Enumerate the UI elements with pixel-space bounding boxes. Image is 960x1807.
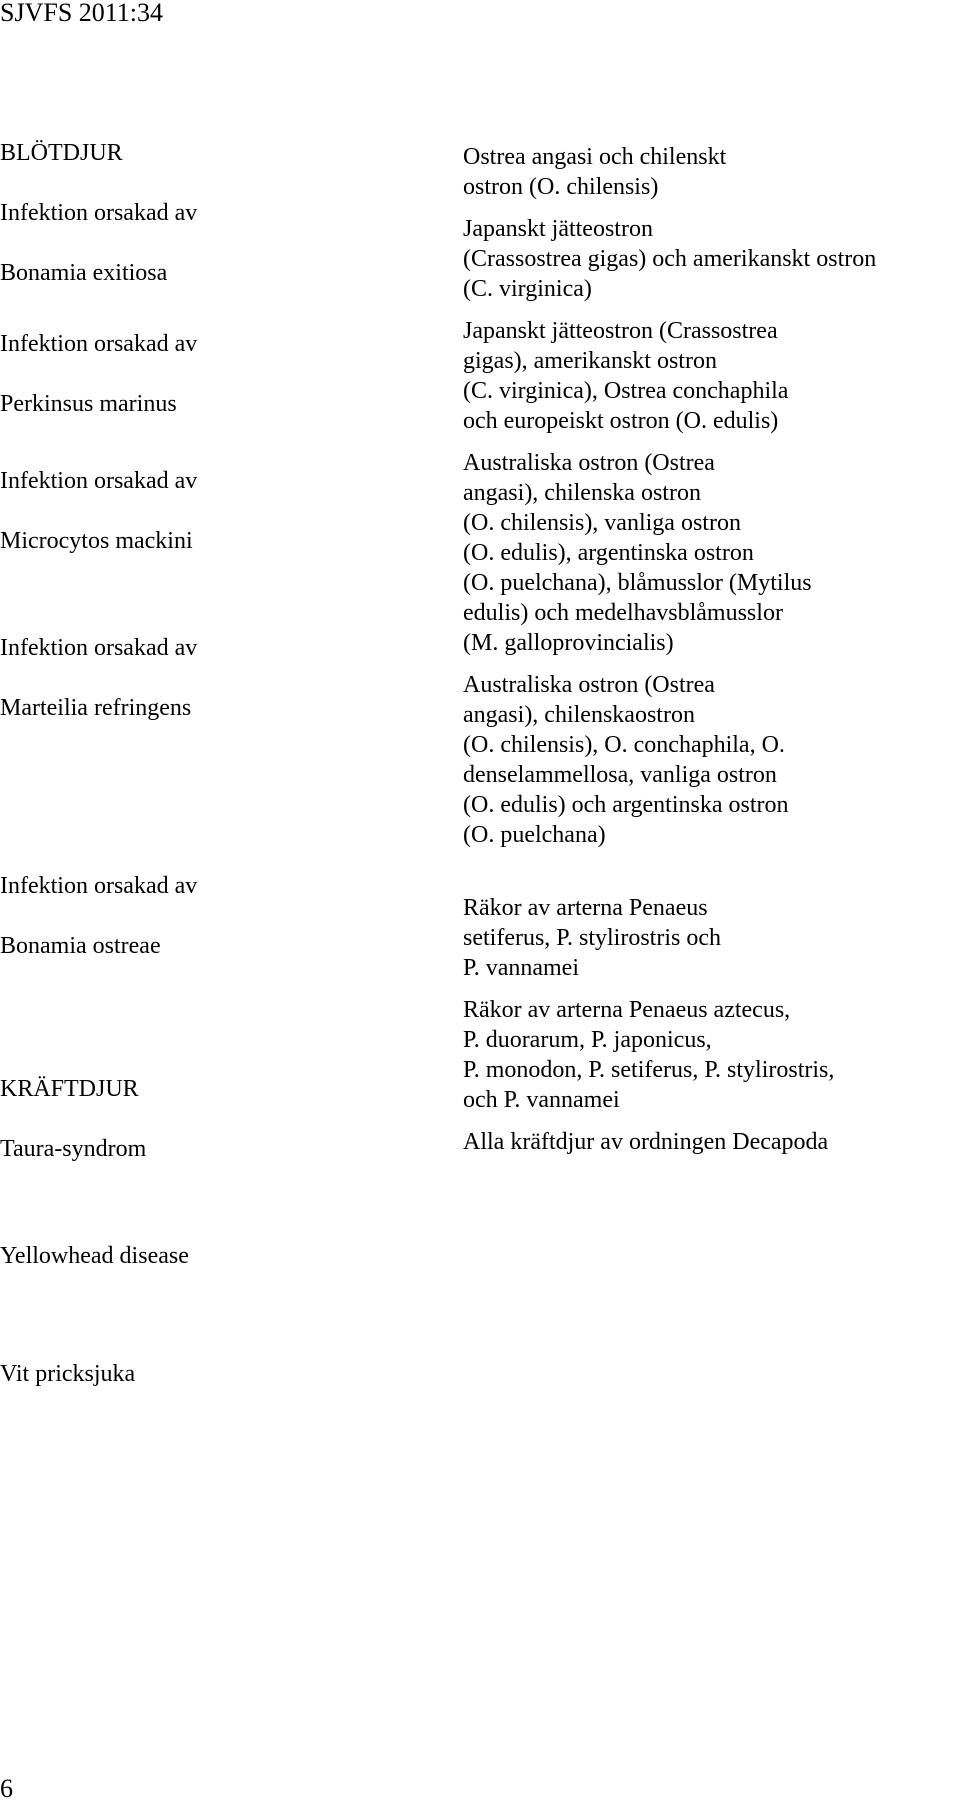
species-line: P. duorarum, P. japonicus, (463, 1027, 712, 1053)
page-number: 6 (0, 1774, 13, 1803)
species-line: angasi), chilenskaostron (463, 702, 695, 728)
disease-line: Taura-syndrom (0, 1136, 147, 1162)
disease-line: Bonamia ostreae (0, 933, 161, 959)
species-line: (O. puelchana) (463, 822, 606, 848)
species-line: och europeiskt ostron (O. edulis) (463, 408, 779, 434)
species-line: (M. galloprovincialis) (463, 630, 674, 656)
disease-line: Infektion orsakad av (0, 200, 198, 226)
disease-line: Perkinsus marinus (0, 391, 177, 417)
species-column (463, 142, 958, 1157)
species-line: (C. virginica) (463, 276, 592, 302)
species-line: angasi), chilenska ostron (463, 480, 701, 506)
disease-entry-microcytos-mackini (0, 436, 420, 556)
species-line: denselammellosa, vanliga ostron (463, 762, 777, 788)
species-line: (Crassostrea gigas) och amerikanskt ostron (463, 246, 877, 272)
disease-line: Infektion orsakad av (0, 873, 198, 899)
disease-entry-taura-syndrom (0, 1044, 420, 1164)
species-line: Australiska ostron (Ostrea (463, 672, 715, 698)
disease-column (0, 108, 420, 1389)
disease-entry-marteilia-refringens (0, 603, 420, 723)
species-line: P. monodon, P. setiferus, P. stylirostris, (463, 1057, 835, 1083)
disease-line: Bonamia exitiosa (0, 260, 168, 286)
species-line: Räkor av arterna Penaeus (463, 895, 708, 921)
species-line: (O. edulis) och argentinska ostron (463, 792, 789, 818)
disease-line: Microcytos mackini (0, 528, 193, 554)
species-line: (O. edulis), argentinska ostron (463, 540, 754, 566)
species-line: edulis) och medelhavsblåmusslor (463, 600, 783, 626)
species-line: Alla kräftdjur av ordningen Decapoda (463, 1129, 829, 1155)
species-line: Japanskt jätteostron (Crassostrea (463, 318, 778, 344)
species-line: Japanskt jätteostron (463, 216, 653, 242)
disease-entry-perkinsus-marinus (0, 299, 420, 419)
species-line: (O. chilensis), O. conchaphila, O. (463, 732, 785, 758)
disease-line: Infektion orsakad av (0, 468, 198, 494)
species-line: (O. puelchana), blåmusslor (Mytilus (463, 570, 812, 596)
species-entry (463, 448, 958, 658)
disease-line: Vit pricksjuka (0, 1361, 136, 1387)
disease-entry-bonamia-ostreae (0, 841, 420, 961)
species-entry (463, 1127, 958, 1157)
species-line: Australiska ostron (Ostrea (463, 450, 715, 476)
species-line: setiferus, P. stylirostris och (463, 925, 721, 951)
species-line: Räkor av arterna Penaeus aztecus, (463, 997, 791, 1023)
species-entry (463, 670, 958, 850)
species-line: (O. chilensis), vanliga ostron (463, 510, 741, 536)
disease-line: Infektion orsakad av (0, 331, 198, 357)
category-heading-blotdjur: BLÖTDJUR (0, 140, 123, 166)
document-header: SJVFS 2011:34 (0, 0, 164, 27)
species-line: Ostrea angasi och chilenskt (463, 144, 727, 170)
category-heading-kraftdjur: KRÄFTDJUR (0, 1076, 139, 1102)
species-entry (463, 995, 958, 1115)
species-line: P. vannamei (463, 955, 579, 981)
disease-line: Yellowhead disease (0, 1243, 189, 1269)
species-entry (463, 316, 958, 436)
disease-entry-yellowhead (0, 1211, 420, 1271)
disease-line: Marteilia refringens (0, 695, 192, 721)
species-line: ostron (O. chilensis) (463, 174, 659, 200)
species-line: gigas), amerikanskt ostron (463, 348, 717, 374)
species-entry (463, 214, 958, 304)
species-entry (463, 893, 958, 983)
disease-line: Infektion orsakad av (0, 635, 198, 661)
species-entry (463, 142, 958, 202)
disease-entry-vit-pricksjuka (0, 1329, 420, 1389)
species-line: och P. vannamei (463, 1087, 620, 1113)
disease-entry-bonamia-exitiosa (0, 108, 420, 288)
species-line: (C. virginica), Ostrea conchaphila (463, 378, 789, 404)
